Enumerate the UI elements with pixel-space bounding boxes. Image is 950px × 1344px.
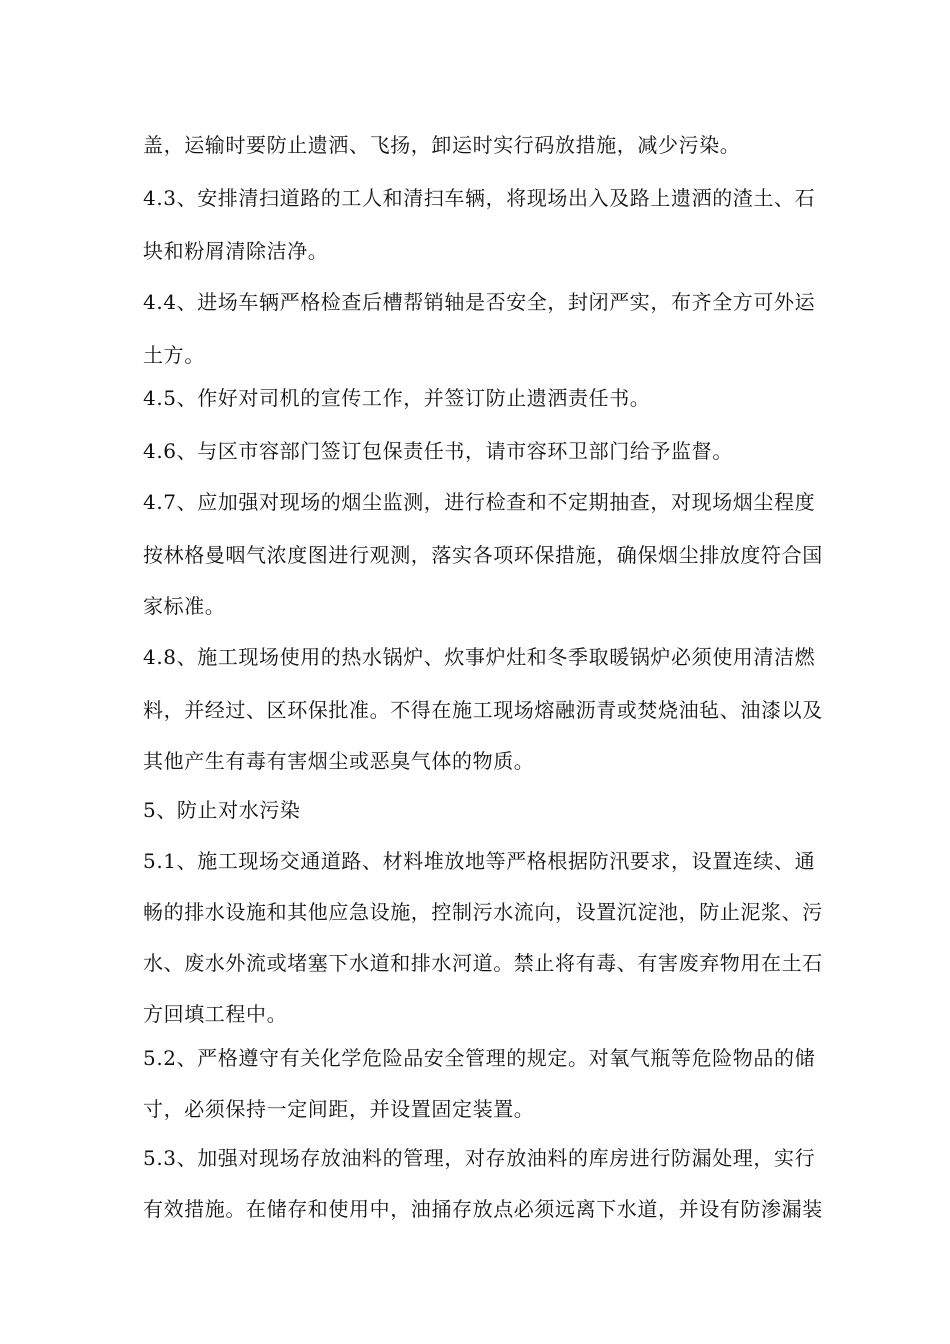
text-line: 5.1、施工现场交通道路、材料堆放地等严格根据防汛要求，设置连续、通: [143, 849, 816, 873]
text-line: 按林格曼咽气浓度图进行观测，落实各项环保措施，确保烟尘排放度符合国: [143, 543, 823, 567]
text-line: 畅的排水设施和其他应急设施，控制污水流向，设置沉淀池，防止泥浆、污: [143, 900, 823, 924]
text-line: 5.2、严格遵守有关化学危险品安全管理的规定。对氧气瓶等危险物品的储: [143, 1046, 816, 1070]
text-line: 4.6、与区市容部门签订包保责任书，请市容环卫部门给予监督。: [143, 439, 733, 463]
text-line: 块和粉屑清除洁净。: [143, 239, 329, 263]
text-line: 水、废水外流或堵塞下水道和排水河道。禁止将有毒、有害废弃物用在土石: [143, 951, 823, 975]
text-line: 5.3、加强对现场存放油料的管理，对存放油料的库房进行防漏处理，实行: [143, 1146, 816, 1170]
text-line: 4.4、进场车辆严格检查后槽帮销轴是否安全，封闭严实，布齐全方可外运: [143, 290, 816, 314]
section-heading: 5、防止对水污染: [143, 798, 301, 822]
text-line: 4.5、作好对司机的宣传工作，并签订防止遗洒责任书。: [143, 386, 651, 410]
text-line: 家标准。: [143, 594, 226, 618]
text-line: 料，并经过、区环保批准。不得在施工现场熔融沥青或焚烧油毡、油漆以及: [143, 698, 823, 722]
text-line: 土方。: [143, 343, 205, 367]
text-line: 盖，运输时要防止遗洒、飞扬，卸运时实行码放措施，减少污染。: [143, 133, 741, 157]
text-line: 寸，必须保持一定间距，并设置固定装置。: [143, 1097, 535, 1121]
text-line: 有效措施。在储存和使用中，油捅存放点必须远离下水道，并设有防渗漏装: [143, 1197, 823, 1221]
text-line: 4.8、施工现场使用的热水锅炉、炊事炉灶和冬季取暖锅炉必须使用清洁燃: [143, 645, 816, 669]
text-line: 其他产生有毒有害烟尘或恶臭气体的物质。: [143, 749, 535, 773]
text-line: 方回填工程中。: [143, 1002, 288, 1026]
text-line: 4.3、安排清扫道路的工人和清扫车辆，将现场出入及路上遗洒的渣土、石: [143, 186, 816, 210]
text-line: 4.7、应加强对现场的烟尘监测，进行检查和不定期抽查，对现场烟尘程度: [143, 490, 816, 514]
